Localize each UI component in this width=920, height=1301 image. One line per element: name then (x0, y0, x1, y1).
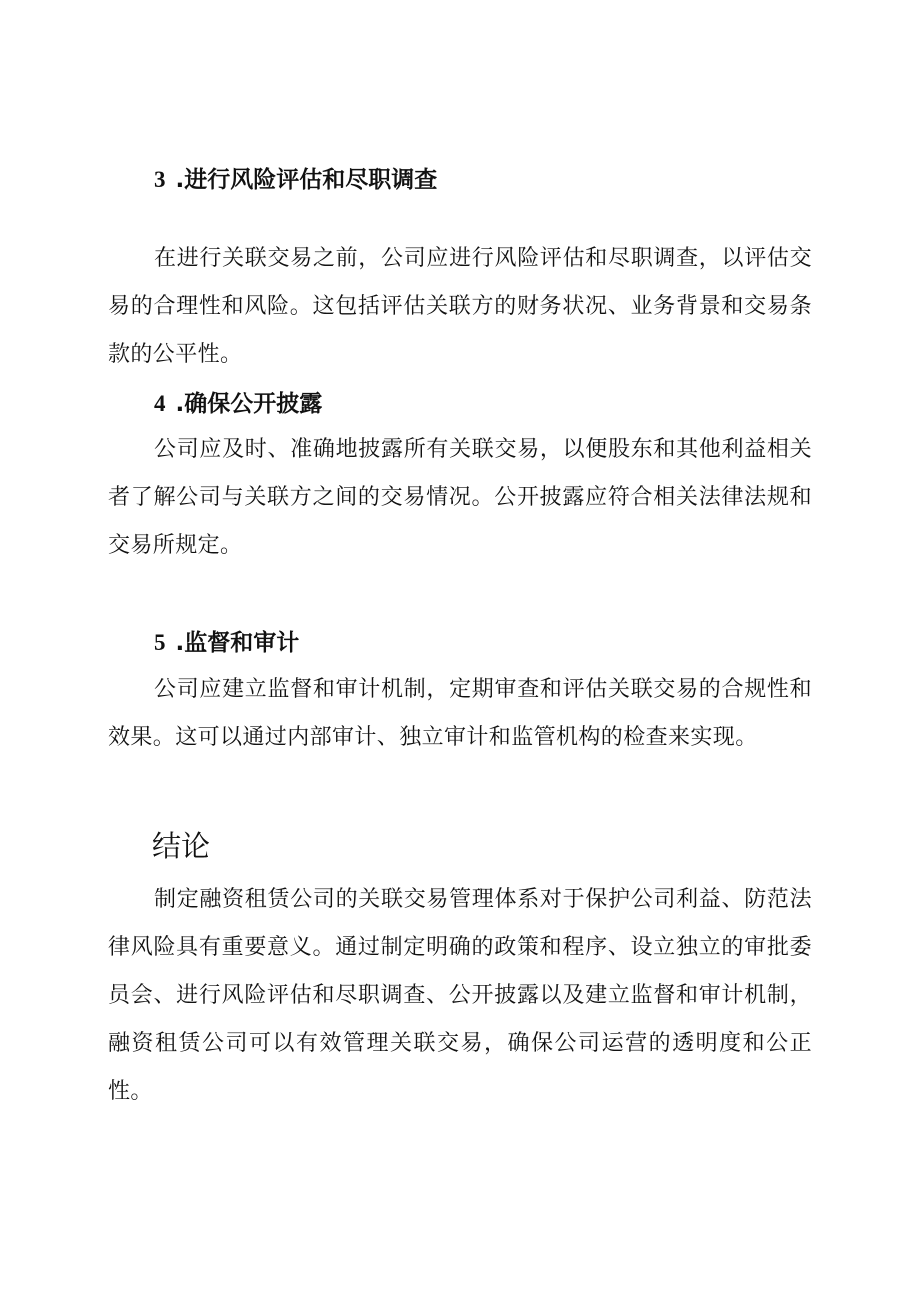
section-5-number: 5 (154, 630, 166, 655)
section-4-title: .确保公开披露 (175, 391, 323, 417)
conclusion-paragraph: 制定融资租赁公司的关联交易管理体系对于保护公司利益、防范法律风险具有重要意义。通过制定明确的政策和程序、设立独立的审批委员会、进行风险评估和尽职调查、公开披露以及建立监督和审计机制，融资租赁公司可以有效管理关联交易，确保公司运营的透明度和公正性。 (108, 887, 812, 1104)
conclusion-title: 结论 (152, 829, 211, 863)
section-3-paragraph: 在进行关联交易之前，公司应进行风险评估和尽职调查，以评估交易的合理性和风险。这包括评估关联方的财务状况、业务背景和交易条款的公平性。 (108, 246, 812, 367)
section-4-number: 4 (154, 391, 166, 416)
section-5-title: .监督和审计 (175, 630, 300, 656)
section-3-number: 3 (154, 167, 166, 192)
section-4-paragraph: 公司应及时、准确地披露所有关联交易，以便股东和其他利益相关者了解公司与关联方之间的交易情况。公开披露应符合相关法律法规和交易所规定。 (108, 437, 812, 558)
section-3-title: .进行风险评估和尽职调查 (175, 167, 438, 193)
section-3-heading (154, 165, 437, 195)
section-4-heading (154, 389, 322, 419)
section-5-paragraph: 公司应建立监督和审计机制，定期审查和评估关联交易的合规性和效果。这可以通过内部审计、独立审计和监管机构的检查来实现。 (108, 677, 812, 750)
section-5-heading (154, 628, 299, 658)
